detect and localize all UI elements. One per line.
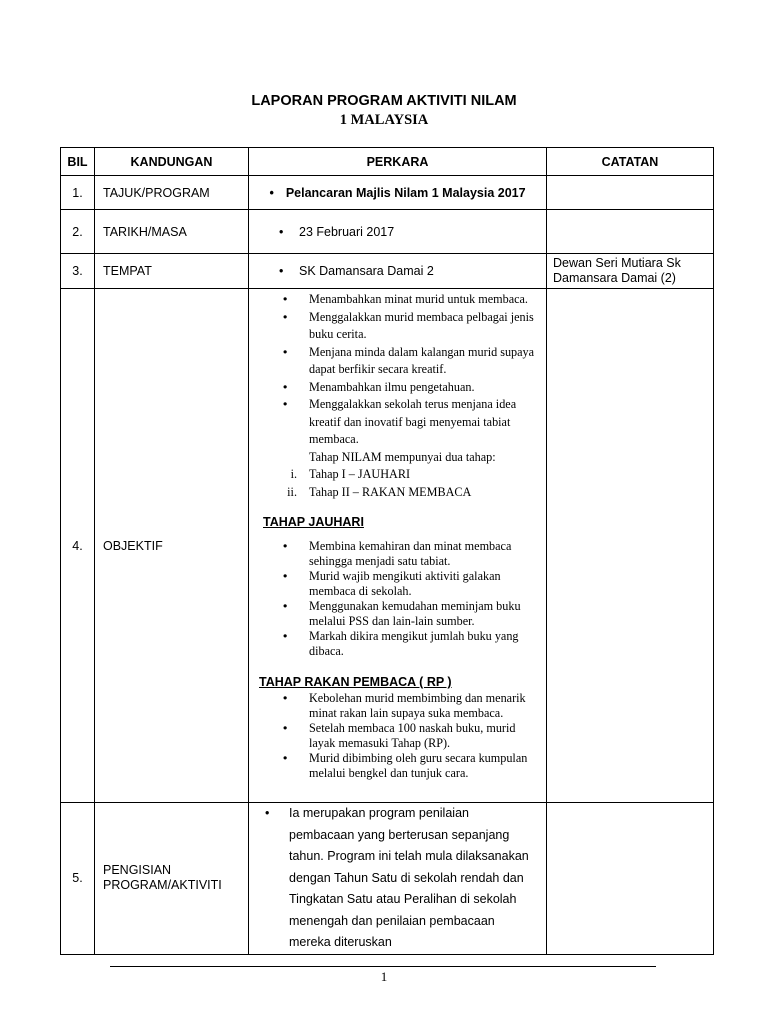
list-item: • Markah dikira mengikut jumlah buku yang dibaca. bbox=[283, 629, 538, 659]
row-kandungan: PENGISIAN PROGRAM/AKTIVITI bbox=[95, 803, 249, 955]
list-item bbox=[283, 484, 538, 502]
row-perkara bbox=[249, 803, 547, 955]
header-catatan: CATATAN bbox=[547, 148, 714, 176]
objectives-list bbox=[283, 291, 538, 449]
row-kandungan: TARIKH/MASA bbox=[95, 210, 249, 254]
header-kandungan: KANDUNGAN bbox=[95, 148, 249, 176]
row-number: 3. bbox=[61, 254, 95, 289]
stages-intro: Tahap NILAM mempunyai dua tahap: bbox=[309, 449, 496, 464]
rp-list bbox=[283, 691, 538, 781]
header-perkara: PERKARA bbox=[249, 148, 547, 176]
list-item: • Menambahkan minat murid untuk membaca. bbox=[283, 291, 538, 309]
table-header-row bbox=[61, 148, 714, 176]
jauhari-list bbox=[283, 539, 538, 659]
list-item: • Menambahkan ilmu pengetahuan. bbox=[283, 379, 538, 397]
jauhari-heading: TAHAP JAUHARI bbox=[263, 515, 364, 529]
list-item: • Menjana minda dalam kalangan murid supaya dapat berfikir secara kreatif. bbox=[283, 344, 538, 379]
list-item: • SK Damansara Damai 2 bbox=[279, 264, 540, 278]
table-row bbox=[61, 289, 714, 803]
table-row bbox=[61, 803, 714, 955]
list-item: • Menggalakkan sekolah terus menjana idea kreatif dan inovatif bagi menyemai tabiat membaca. bbox=[283, 396, 538, 449]
row-number: 5. bbox=[61, 803, 95, 955]
row-perkara bbox=[249, 254, 547, 289]
list-item: • Murid dibimbing oleh guru secara kumpulan melalui bengkel dan tunjuk cara. bbox=[283, 751, 538, 781]
row-catatan bbox=[547, 803, 714, 955]
table-row bbox=[61, 210, 714, 254]
row-number: 1. bbox=[61, 176, 95, 210]
document-title: LAPORAN PROGRAM AKTIVITI NILAM bbox=[251, 93, 517, 109]
row-catatan bbox=[547, 210, 714, 254]
row-kandungan: TEMPAT bbox=[95, 254, 249, 289]
list-item: • Ia merupakan program penilaian pembacaan yang berterusan sepanjang tahun. Program ini telah mula dilaksanakan dengan Tahun Satu di sekolah rendah dan Tingkatan Satu atau Peralihan di sekolah menengah dan penilaian pembacaan mereka diteruskan bbox=[265, 803, 536, 954]
document-subtitle: 1 MALAYSIA bbox=[339, 112, 429, 128]
row-perkara bbox=[249, 210, 547, 254]
list-item: • Membina kemahiran dan minat membaca sehingga menjadi satu tabiat. bbox=[283, 539, 538, 569]
list-item: • Kebolehan murid membimbing dan menarik minat rakan lain supaya suka membaca. bbox=[283, 691, 538, 721]
stages-list bbox=[283, 466, 538, 501]
row-kandungan: OBJEKTIF bbox=[95, 289, 249, 803]
row-perkara bbox=[249, 289, 547, 803]
footer-divider bbox=[110, 966, 656, 967]
row-catatan bbox=[547, 176, 714, 210]
report-table bbox=[60, 147, 714, 955]
header-bil: BIL bbox=[61, 148, 95, 176]
list-text: Tahap I – JAUHARI bbox=[309, 467, 411, 481]
list-item bbox=[283, 466, 538, 484]
list-item: • Murid wajib mengikuti aktiviti galakan membaca di sekolah. bbox=[283, 569, 538, 599]
table-row bbox=[61, 254, 714, 289]
row-catatan: Dewan Seri Mutiara Sk Damansara Damai (2) bbox=[547, 254, 714, 289]
list-item: • Pelancaran Majlis Nilam 1 Malaysia 2017 bbox=[261, 186, 534, 200]
row-number: 2. bbox=[61, 210, 95, 254]
table-row bbox=[61, 176, 714, 210]
list-item: • Menggunakan kemudahan meminjam buku melalui PSS dan lain-lain sumber. bbox=[283, 599, 538, 629]
row-kandungan: TAJUK/PROGRAM bbox=[95, 176, 249, 210]
row-number: 4. bbox=[61, 289, 95, 803]
list-number: ii. bbox=[287, 484, 297, 499]
row-perkara bbox=[249, 176, 547, 210]
list-item: • Menggalakkan murid membaca pelbagai jenis buku cerita. bbox=[283, 309, 538, 344]
rp-heading: TAHAP RAKAN PEMBACA ( RP ) bbox=[259, 675, 452, 689]
list-number: i. bbox=[290, 467, 297, 481]
list-item: • Setelah membaca 100 naskah buku, murid layak memasuki Tahap (RP). bbox=[283, 721, 538, 751]
page-number: 1 bbox=[380, 969, 388, 984]
list-item: • 23 Februari 2017 bbox=[279, 225, 540, 239]
row-catatan bbox=[547, 289, 714, 803]
list-text: Tahap II – RAKAN MEMBACA bbox=[309, 484, 472, 499]
